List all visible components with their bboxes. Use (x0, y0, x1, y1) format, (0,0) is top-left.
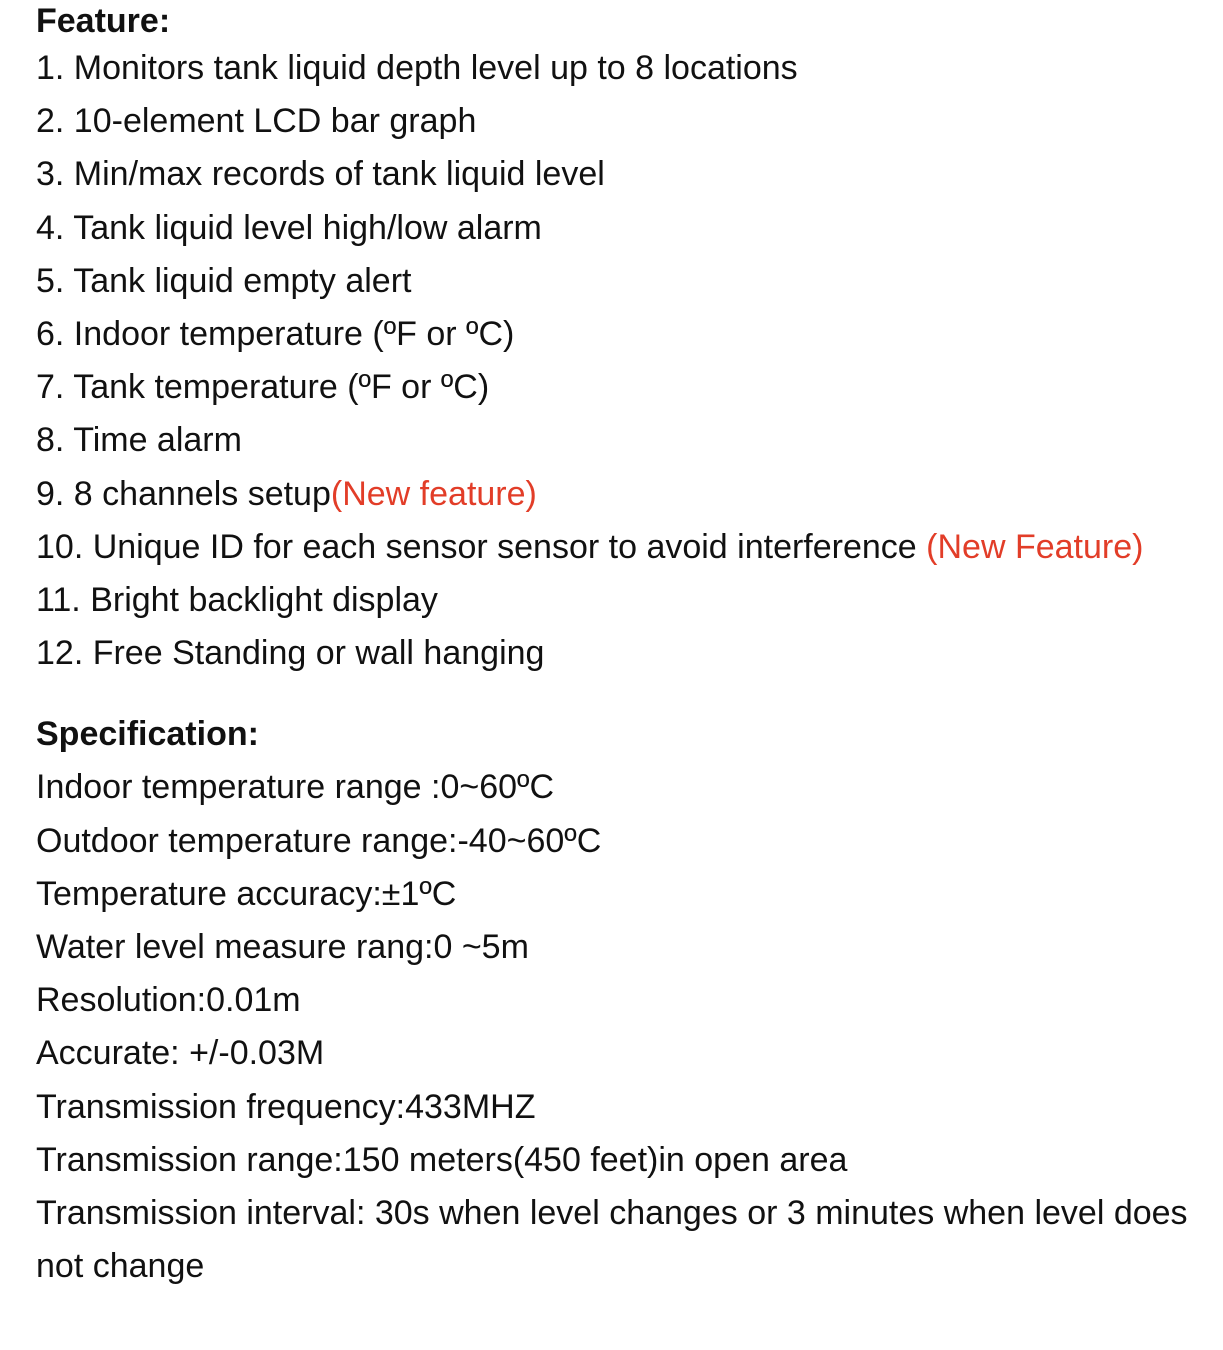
feature-item-text: 6. Indoor temperature (ºF or ºC) (36, 315, 515, 354)
feature-item-text: 10. Unique ID for each sensor sensor to avoid interference (36, 527, 927, 566)
feature-item (36, 627, 1196, 680)
feature-item (36, 361, 1196, 414)
new-feature-tag: (New feature) (330, 474, 537, 513)
feature-item-text: 11. Bright backlight display (36, 581, 438, 620)
spec-item: Transmission interval: 30s when level changes or 3 minutes when level does not change (36, 1194, 1188, 1286)
specification-heading: Specification: (36, 715, 259, 754)
feature-heading: Feature: (36, 2, 171, 40)
feature-item-text: 12. Free Standing or wall hanging (36, 634, 545, 673)
feature-item (36, 308, 1196, 361)
spec-item: Accurate: +/-0.03M (36, 1034, 325, 1073)
spec-item: Transmission range:150 meters(450 feet)in open area (36, 1140, 848, 1179)
feature-item (36, 148, 1196, 201)
spec-item: Temperature accuracy:±1ºC (36, 874, 457, 913)
feature-item (36, 95, 1196, 148)
feature-item-text: 4. Tank liquid level high/low alarm (36, 208, 542, 247)
feature-item (36, 42, 1196, 95)
product-description (36, 0, 1196, 1293)
spec-item: Water level measure rang:0 ~5m (36, 928, 529, 967)
feature-item (36, 255, 1196, 308)
feature-item-text: 3. Min/max records of tank liquid level (36, 155, 605, 194)
spec-item: Outdoor temperature range:-40~60ºC (36, 821, 602, 860)
new-feature-tag: (New Feature) (926, 527, 1144, 566)
feature-item (36, 202, 1196, 255)
feature-item-text: 7. Tank temperature (ºF or ºC) (36, 368, 490, 407)
feature-item-text: 2. 10-element LCD bar graph (36, 102, 477, 141)
feature-item (36, 574, 1196, 627)
feature-item-text: 9. 8 channels setup (36, 474, 331, 513)
feature-item (36, 468, 1196, 521)
feature-item (36, 521, 1196, 574)
spec-item: Indoor temperature range :0~60ºC (36, 768, 555, 807)
feature-item-text: 1. Monitors tank liquid depth level up to 8 locations (36, 49, 798, 87)
specification-section (36, 708, 1196, 1293)
spec-item: Transmission frequency:433MHZ (36, 1087, 536, 1126)
feature-item-text: 5. Tank liquid empty alert (36, 261, 412, 300)
feature-item (36, 414, 1196, 467)
feature-item-text: 8. Time alarm (36, 421, 242, 460)
feature-list (36, 42, 1196, 680)
spec-item: Resolution:0.01m (36, 981, 301, 1020)
